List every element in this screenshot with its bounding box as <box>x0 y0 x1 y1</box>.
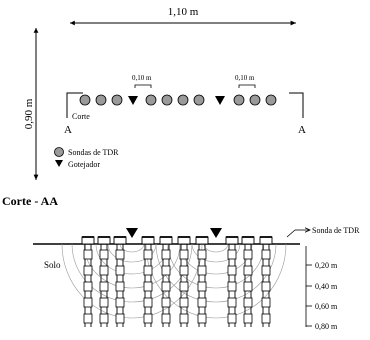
probe-segment <box>84 266 92 275</box>
tdr-probe-symbol <box>194 95 204 105</box>
tdr-probe-symbol <box>178 95 188 105</box>
probe-segment <box>162 282 170 291</box>
tdr-probe-symbol <box>250 95 260 105</box>
probe-segment <box>228 250 236 259</box>
probe-segment <box>262 298 270 307</box>
probe-segment <box>180 282 188 291</box>
probe-segment <box>262 266 270 275</box>
tdr-probe-symbol <box>112 95 122 105</box>
wetting-front-curve <box>204 244 228 252</box>
section-dripper-symbol <box>210 228 222 238</box>
probe-segment <box>84 314 92 323</box>
probe-segment <box>116 250 124 259</box>
probe-head <box>82 237 94 244</box>
legend-dripper-symbol <box>55 160 63 167</box>
probe-segment <box>198 250 206 259</box>
probe-segment <box>162 266 170 275</box>
spacing-bracket-left <box>135 85 151 88</box>
depth-label: 0,40 m <box>315 282 338 291</box>
probe-segment <box>198 298 206 307</box>
probe-segment <box>244 282 252 291</box>
probe-callout-label: Sonda de TDR <box>312 226 360 235</box>
probe-segment <box>144 266 152 275</box>
height-label: 0,90 m <box>23 98 35 130</box>
probe-segment <box>162 298 170 307</box>
probe-segment <box>100 314 108 323</box>
probe-segment <box>180 250 188 259</box>
depth-label: 0,20 m <box>315 261 338 270</box>
probe-segment <box>228 266 236 275</box>
dripper-symbol <box>215 96 225 105</box>
probe-head <box>114 237 126 244</box>
probe-segment <box>180 298 188 307</box>
probe-segment <box>116 298 124 307</box>
probe-head <box>196 237 208 244</box>
probe-segment <box>228 314 236 323</box>
depth-label: 0,80 m <box>315 322 338 331</box>
tdr-probe-symbol <box>146 95 156 105</box>
probe-segment <box>262 282 270 291</box>
probe-segment <box>100 250 108 259</box>
cut-line-right <box>289 93 303 118</box>
dripper-symbol <box>128 96 138 105</box>
depth-label: 0,60 m <box>315 302 338 311</box>
probe-segment <box>180 266 188 275</box>
legend-probe-symbol <box>55 148 64 157</box>
probe-segment <box>116 314 124 323</box>
probe-segment <box>116 282 124 291</box>
probe-segment <box>100 266 108 275</box>
width-label: 1,10 m <box>167 6 199 18</box>
legend-dripper-label: Gotejador <box>68 160 100 169</box>
tdr-probe-symbol <box>162 95 172 105</box>
spacing-bracket-right <box>239 85 255 88</box>
wetting-front-curve <box>180 244 252 274</box>
probe-segment <box>198 282 206 291</box>
spacing-label-right: 0,10 m <box>235 74 255 82</box>
probe-segment <box>84 298 92 307</box>
section-title: Corte - AA <box>2 194 58 208</box>
probe-segment <box>244 250 252 259</box>
probe-segment <box>228 298 236 307</box>
probe-head <box>226 237 238 244</box>
soil-label: Solo <box>44 260 61 270</box>
probe-callout-arrow <box>287 230 295 237</box>
section-mark-left: A <box>64 124 72 136</box>
depth-scale <box>306 261 338 331</box>
section-mark-right: A <box>298 124 306 136</box>
probe-segment <box>262 314 270 323</box>
tdr-probe-symbol <box>266 95 276 105</box>
probe-segment <box>84 282 92 291</box>
probe-segment <box>144 298 152 307</box>
probe-segment <box>144 314 152 323</box>
probe-segment <box>84 250 92 259</box>
probe-head <box>142 237 154 244</box>
wetting-front-curve <box>156 244 276 302</box>
tdr-probe-symbol <box>80 95 90 105</box>
tdr-probe-symbol <box>234 95 244 105</box>
probe-segment <box>244 314 252 323</box>
probe-segment <box>198 266 206 275</box>
probe-head <box>160 237 172 244</box>
section-dripper-symbol <box>126 228 138 238</box>
probe-head <box>178 237 190 244</box>
probe-head <box>242 237 254 244</box>
probe-segment <box>262 250 270 259</box>
probe-segment <box>162 314 170 323</box>
probe-segment <box>100 298 108 307</box>
probe-segment <box>144 282 152 291</box>
tdr-probe-symbol <box>96 95 106 105</box>
probe-segment <box>116 266 124 275</box>
spacing-label-left: 0,10 m <box>132 74 152 82</box>
probe-segment <box>244 266 252 275</box>
probe-segment <box>228 282 236 291</box>
probe-segment <box>198 314 206 323</box>
probe-head <box>98 237 110 244</box>
plan-probe-row <box>80 95 276 105</box>
probe-segment <box>244 298 252 307</box>
probe-segment <box>180 314 188 323</box>
probe-head <box>260 237 272 244</box>
section-view <box>2 194 360 331</box>
probe-segment <box>144 250 152 259</box>
plan-view <box>23 6 306 180</box>
probe-segment <box>100 282 108 291</box>
legend-probe-label: Sondas de TDR <box>68 148 119 157</box>
corte-label: Corte <box>72 112 90 121</box>
probe-segment <box>162 250 170 259</box>
